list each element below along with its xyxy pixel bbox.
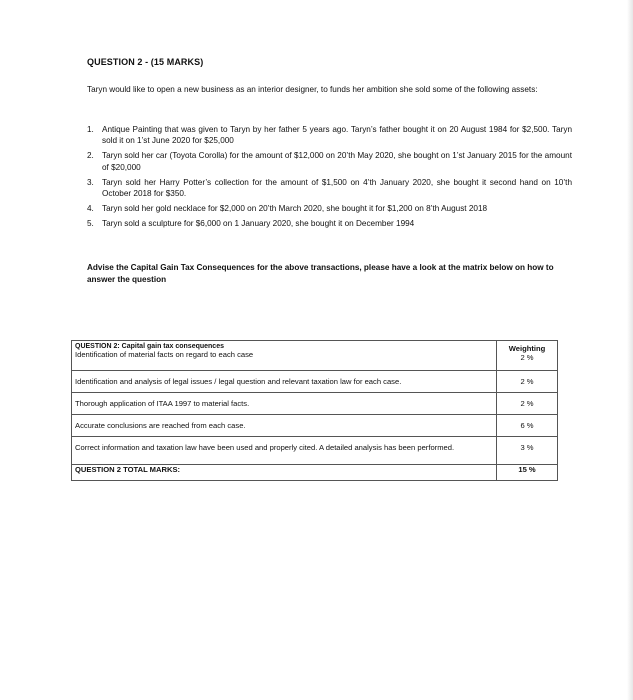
- table-row: [72, 341, 558, 371]
- list-item-text: Taryn sold a sculpture for $6,000 on 1 January 2020, she bought it on December 1994: [102, 219, 415, 229]
- table-row: [72, 393, 558, 415]
- list-item-text: Taryn sold her gold necklace for $2,000 on 20’th March 2020, she bought it for $1,200 on 8’th August 2018: [102, 204, 488, 214]
- marking-matrix-table: [71, 340, 558, 481]
- list-item-number: 4.: [87, 204, 94, 214]
- advise-instruction: Advise the Capital Gain Tax Consequences for the above transactions, please have a look at the matrix below on how to answer the question: [87, 263, 554, 284]
- list-item-text: Antique Painting that was given to Taryn by her father 5 years ago. Taryn’s father bought it on 20 August 1984 for $2,500. Taryn sold it on 1’st June 2020 for $25,000: [102, 125, 572, 146]
- table-cell: [497, 371, 558, 393]
- list-item-number: 5.: [87, 219, 94, 229]
- table-row: [72, 371, 558, 393]
- table-cell-weighting: 6 %: [520, 421, 534, 430]
- intro-paragraph: Taryn would like to open a new business as an interior designer, to funds her ambition she sold some of the following assets:: [87, 85, 538, 94]
- asset-list: [87, 124, 572, 234]
- list-item-number: 1.: [87, 125, 94, 134]
- table-cell-weighting: 2 %: [520, 353, 534, 362]
- table-row-total: [72, 465, 558, 481]
- table-row: [72, 415, 558, 437]
- table-cell-text: Identification and analysis of legal issues / legal question and relevant taxation law for each case.: [75, 377, 402, 386]
- table-cell: [72, 415, 497, 437]
- total-marks-label: QUESTION 2 TOTAL MARKS:: [75, 465, 181, 474]
- table-cell-text: Accurate conclusions are reached from each case.: [75, 421, 246, 430]
- list-item: [87, 203, 572, 214]
- table-cell-weighting: 2 %: [520, 399, 534, 408]
- table-cell: [72, 371, 497, 393]
- table-row: [72, 437, 558, 465]
- table-cell-text: Correct information and taxation law have been used and properly cited. A detailed analysis has been performed.: [75, 443, 455, 452]
- list-item-number: 2.: [87, 151, 94, 161]
- table-cell: [497, 437, 558, 465]
- total-marks-weighting: 15 %: [518, 465, 536, 474]
- list-item: [87, 124, 572, 146]
- table-cell: [72, 437, 497, 465]
- list-item: [87, 177, 572, 199]
- table-cell: [72, 465, 497, 481]
- table-cell: [497, 341, 558, 371]
- table-cell: [497, 393, 558, 415]
- table-cell-weighting: 2 %: [520, 377, 534, 386]
- list-item-text: Taryn sold her Harry Potter’s collection for the amount of $1,500 on 4’th January 2020, she bought it second hand on 10’th October 2018 for $350.: [102, 177, 572, 199]
- table-cell: [497, 465, 558, 481]
- table-cell-text: Thorough application of ITAA 1997 to material facts.: [75, 399, 250, 408]
- question-heading: QUESTION 2 - (15 MARKS): [87, 57, 204, 67]
- list-item: [87, 150, 572, 172]
- matrix-header-criteria: QUESTION 2: Capital gain tax consequences: [75, 343, 224, 350]
- page-edge-shadow: [627, 0, 633, 700]
- table-cell: [72, 393, 497, 415]
- list-item-text: Taryn sold her car (Toyota Corolla) for the amount of $12,000 on 20’th May 2020, she bought on 1’st January 2015 for the amount of $20,000: [102, 151, 572, 172]
- table-cell-weighting: 3 %: [520, 443, 534, 452]
- list-item: [87, 218, 572, 229]
- table-cell-text: Identification of material facts on regard to each case: [75, 350, 254, 359]
- matrix-header-weighting: Weighting: [508, 344, 546, 353]
- table-cell: [497, 415, 558, 437]
- table-cell: [72, 341, 497, 371]
- list-item-number: 3.: [87, 177, 94, 187]
